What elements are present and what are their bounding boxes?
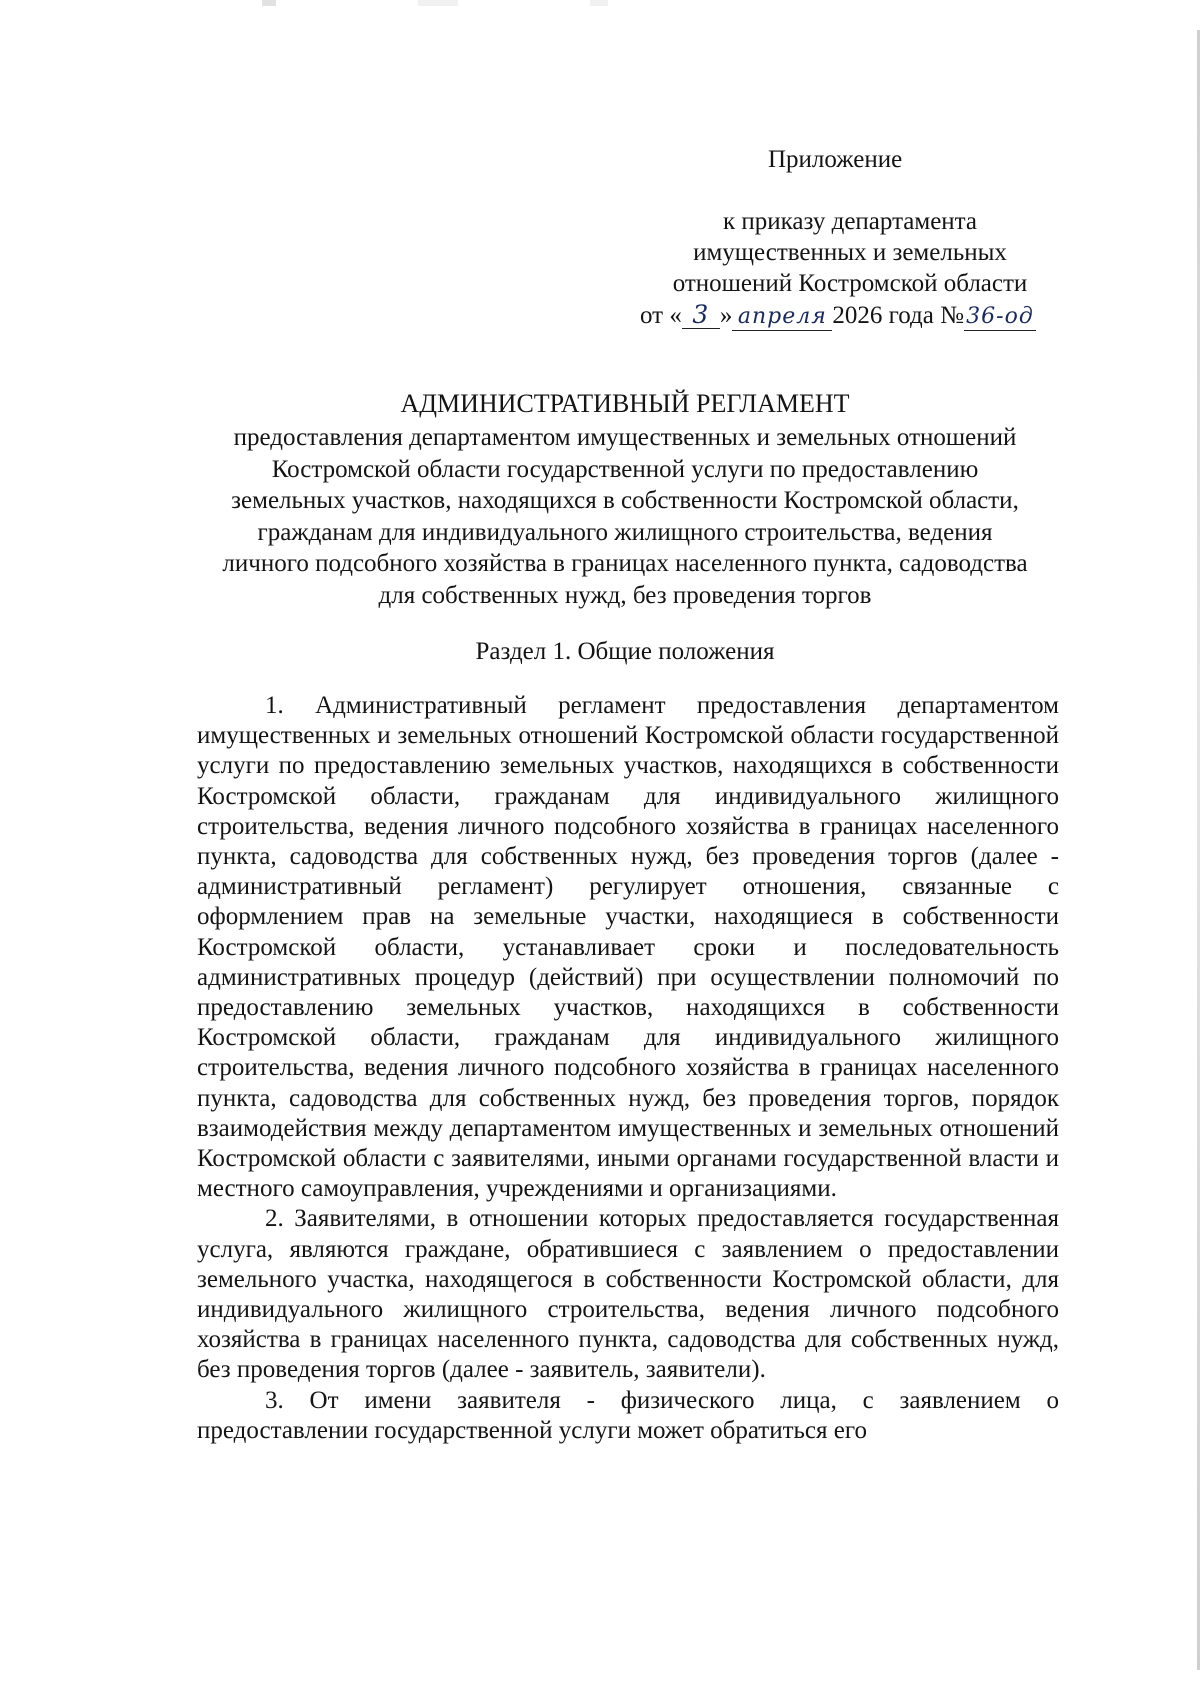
date-month-handwritten: апреля xyxy=(732,304,832,331)
subtitle-line: личного подсобного хозяйства в границах населенного пункта, садоводства xyxy=(222,550,1028,577)
date-year-text: 2026 года № xyxy=(832,302,964,329)
subtitle-line: предоставления департаментом имущественных и земельных отношений xyxy=(233,424,1017,451)
section-body xyxy=(197,691,1059,1446)
paragraph-1: 1. Административный регламент предоставления департаментом имущественных и земельных отношений Костромской области государственной услуги по предоставлению земельных участков, находящихся в собственности Костромской области, гражданам для индивидуального жилищного строительства, ведения личного подсобного хозяйства в границах населенного пункта, садоводства для собственных нужд, без проведения торгов (далее - административный регламент) регулирует отношения, связанные с оформлением прав на земельные участки, находящиеся в собственности Костромской области, устанавливает сроки и последовательность административных процедур (действий) при осуществлении полномочий по предоставлению земельных участков, находящихся в собственности Костромской области, гражданам для индивидуального жилищного строительства, ведения личного подсобного хозяйства в границах населенного пункта, садоводства для собственных нужд, без проведения торгов, порядок взаимодействия между департаментом имущественных и земельных отношений Костромской области с заявителями, иными органами государственной власти и местного самоуправления, учреждениями и организациями. xyxy=(197,692,1059,1203)
date-mid: » xyxy=(719,302,733,329)
scan-artifact xyxy=(590,0,608,6)
date-day-handwritten: 3 xyxy=(682,302,720,329)
appendix-block xyxy=(640,206,1060,299)
subtitle-line: земельных участков, находящихся в собственности Костромской области, xyxy=(231,487,1019,514)
date-prefix: от « xyxy=(640,302,682,329)
regulation-title: АДМИНИСТРАТИВНЫЙ РЕГЛАМЕНТ xyxy=(400,389,850,418)
appendix-line: отношений Костромской области xyxy=(672,270,1028,297)
subtitle-line: для собственных нужд, без проведения торгов xyxy=(378,581,872,609)
order-number-handwritten: 36-од xyxy=(964,304,1036,331)
scan-artifact xyxy=(418,0,458,6)
order-date-line xyxy=(640,302,1036,331)
section-heading: Раздел 1. Общие положения xyxy=(475,638,775,665)
appendix-title: Приложение xyxy=(768,146,903,173)
scan-artifact xyxy=(262,0,276,6)
paragraph-2: 2. Заявителями, в отношении которых предоставляется государственная услуга, являются граждане, обратившиеся с заявлением о предоставлении земельного участка, находящегося в собственности Костромской области, для индивидуального жилищного строительства, ведения личного подсобного хозяйства в границах населенного пункта, садоводства для собственных нужд, без проведения торгов (далее - заявитель, заявители). xyxy=(197,1205,1059,1384)
regulation-subtitle xyxy=(190,422,1060,611)
appendix-line: имущественных и земельных xyxy=(693,239,1007,266)
subtitle-line: Костромской области государственной услуги по предоставлению xyxy=(271,455,979,483)
appendix-line: к приказу департамента xyxy=(722,208,978,235)
paragraph-3: 3. От имени заявителя - физического лица, с заявлением о предоставлении государственной услуги может обратиться его xyxy=(197,1386,1059,1444)
subtitle-line: гражданам для индивидуального жилищного строительства, ведения xyxy=(257,518,993,546)
